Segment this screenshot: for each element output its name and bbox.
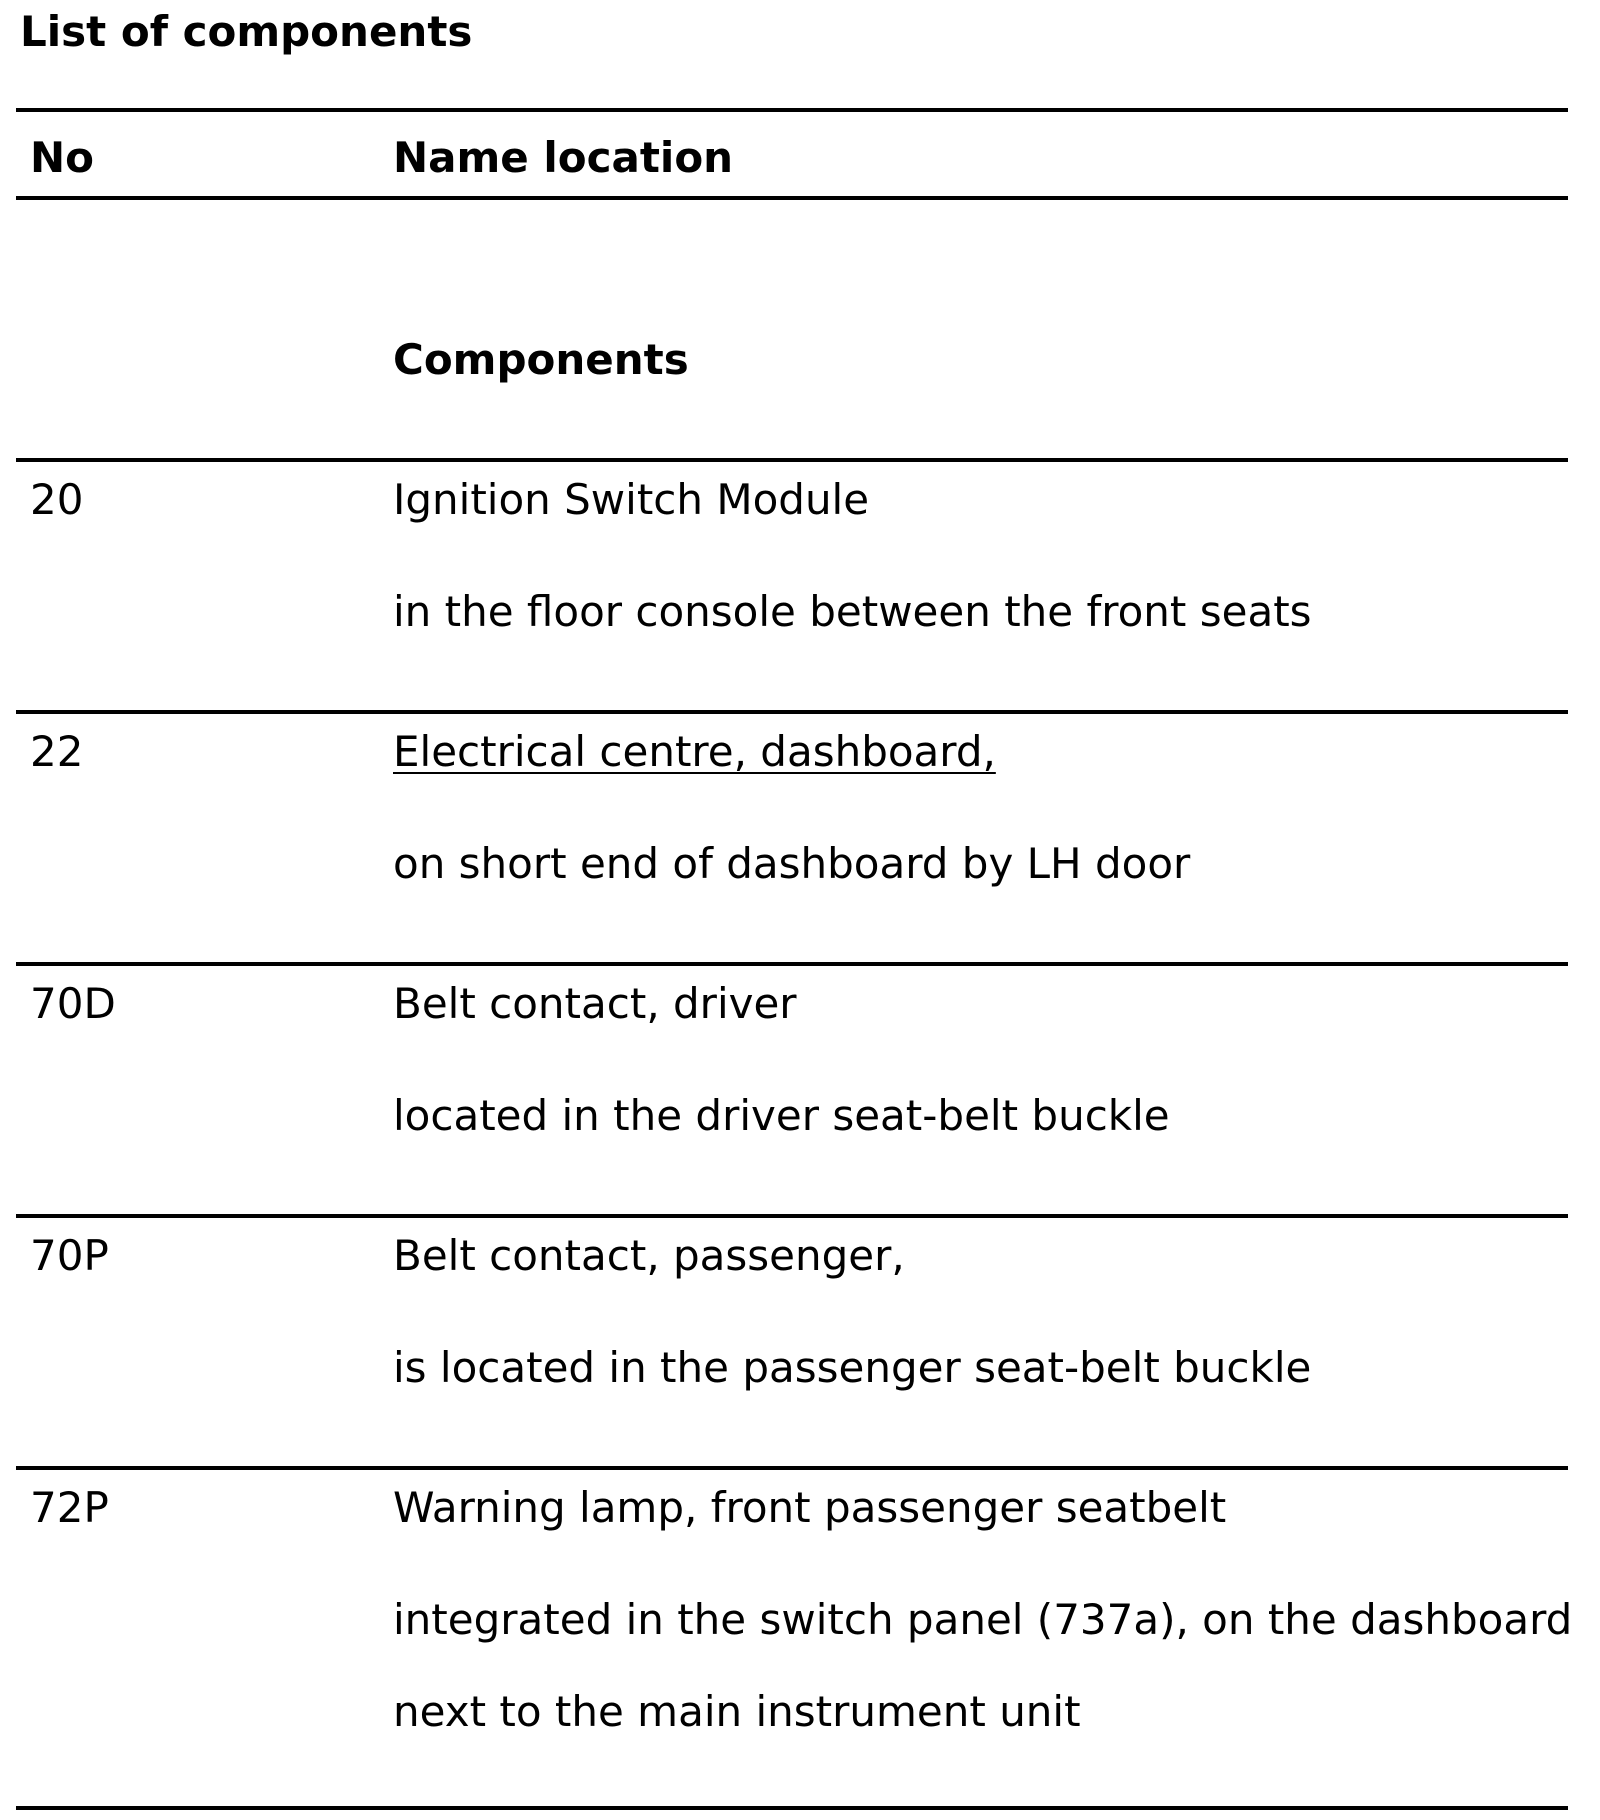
component-name: Belt contact, driver — [393, 979, 797, 1028]
component-number: 70P — [30, 1231, 109, 1280]
header-no: No — [30, 133, 95, 182]
component-name: Warning lamp, front passenger seatbelt — [393, 1483, 1227, 1532]
component-location-continued: next to the main instrument unit — [393, 1687, 1081, 1736]
component-number: 20 — [30, 475, 84, 524]
document-title: List of components — [20, 7, 473, 56]
component-location: integrated in the switch panel (737a), on the dashboard — [393, 1595, 1573, 1644]
header-rule — [16, 196, 1568, 200]
row-rule — [16, 710, 1568, 714]
row-rule — [16, 458, 1568, 462]
component-location: in the floor console between the front seats — [393, 587, 1312, 636]
table-top-rule — [16, 108, 1568, 112]
component-name: Ignition Switch Module — [393, 475, 870, 524]
section-label: Components — [393, 335, 689, 384]
component-location: on short end of dashboard by LH door — [393, 839, 1191, 888]
component-number: 22 — [30, 727, 84, 776]
row-rule — [16, 962, 1568, 966]
component-location: is located in the passenger seat-belt buckle — [393, 1343, 1312, 1392]
table-bottom-rule — [16, 1806, 1568, 1810]
component-name: Belt contact, passenger, — [393, 1231, 905, 1280]
component-location: located in the driver seat-belt buckle — [393, 1091, 1170, 1140]
row-rule — [16, 1214, 1568, 1218]
row-rule — [16, 1466, 1568, 1470]
component-number: 72P — [30, 1483, 109, 1532]
component-number: 70D — [30, 979, 116, 1028]
component-name: Electrical centre, dashboard, — [393, 727, 996, 776]
header-name-location: Name location — [393, 133, 734, 182]
